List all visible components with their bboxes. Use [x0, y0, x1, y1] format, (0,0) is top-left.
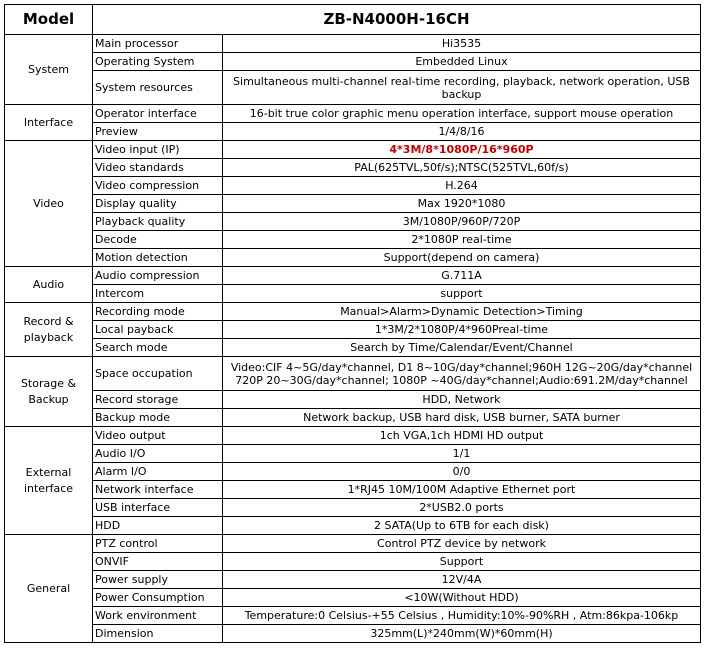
value-cell: 2 SATA(Up to 6TB for each disk): [223, 517, 701, 535]
feature-cell: Power supply: [93, 571, 223, 589]
category-cell: System: [5, 35, 93, 105]
category-cell: Video: [5, 141, 93, 267]
feature-cell: Video compression: [93, 177, 223, 195]
table-row: [5, 409, 701, 427]
table-row: [5, 339, 701, 357]
table-row: [5, 53, 701, 71]
feature-cell: Operator interface: [93, 105, 223, 123]
value-cell: 2*1080P real-time: [223, 231, 701, 249]
table-row: [5, 321, 701, 339]
category-cell: Interface: [5, 105, 93, 141]
value-cell: 1*3M/2*1080P/4*960Preal-time: [223, 321, 701, 339]
feature-cell: Video standards: [93, 159, 223, 177]
table-row: [5, 427, 701, 445]
feature-cell: Recording mode: [93, 303, 223, 321]
value-cell: 1/4/8/16: [223, 123, 701, 141]
value-cell: HDD, Network: [223, 391, 701, 409]
table-row: [5, 285, 701, 303]
table-row: [5, 267, 701, 285]
table-row: [5, 463, 701, 481]
table-row: [5, 123, 701, 141]
category-cell: Audio: [5, 267, 93, 303]
feature-cell: Audio compression: [93, 267, 223, 285]
value-cell: 325mm(L)*240mm(W)*60mm(H): [223, 625, 701, 643]
value-cell: Network backup, USB hard disk, USB burner, SATA burner: [223, 409, 701, 427]
category-cell: External interface: [5, 427, 93, 535]
table-row: [5, 71, 701, 105]
model-value: ZB-N4000H-16CH: [93, 5, 701, 35]
model-label: Model: [5, 5, 93, 35]
value-cell: 16-bit true color graphic menu operation interface, support mouse operation: [223, 105, 701, 123]
table-row: [5, 517, 701, 535]
feature-cell: Power Consumption: [93, 589, 223, 607]
value-cell: 3M/1080P/960P/720P: [223, 213, 701, 231]
feature-cell: Video input (IP): [93, 141, 223, 159]
category-cell: Record & playback: [5, 303, 93, 357]
feature-cell: Video output: [93, 427, 223, 445]
table-row: [5, 481, 701, 499]
table-row: [5, 357, 701, 391]
value-cell: Simultaneous multi-channel real-time recording, playback, network operation, USB backup: [223, 71, 701, 105]
table-row: [5, 303, 701, 321]
feature-cell: Work environment: [93, 607, 223, 625]
value-cell: 2*USB2.0 ports: [223, 499, 701, 517]
feature-cell: Backup mode: [93, 409, 223, 427]
value-cell: Video:CIF 4~5G/day*channel, D1 8~10G/day*channel;960H 12G~20G/day*channel 720P 20~30G/day*channel; 1080P ~40G/day*channel;Audio:691.2M/day*channel: [223, 357, 701, 391]
table-row: [5, 535, 701, 553]
value-cell: 1ch VGA,1ch HDMI HD output: [223, 427, 701, 445]
value-cell: Control PTZ device by network: [223, 535, 701, 553]
value-cell: Search by Time/Calendar/Event/Channel: [223, 339, 701, 357]
table-row: [5, 159, 701, 177]
feature-cell: Network interface: [93, 481, 223, 499]
feature-cell: Alarm I/O: [93, 463, 223, 481]
table-row: [5, 607, 701, 625]
feature-cell: Space occupation: [93, 357, 223, 391]
feature-cell: ONVIF: [93, 553, 223, 571]
value-cell: support: [223, 285, 701, 303]
table-row: [5, 177, 701, 195]
header-row: [5, 5, 701, 35]
feature-cell: USB interface: [93, 499, 223, 517]
feature-cell: Main processor: [93, 35, 223, 53]
value-cell: H.264: [223, 177, 701, 195]
feature-cell: Decode: [93, 231, 223, 249]
feature-cell: Intercom: [93, 285, 223, 303]
feature-cell: Audio I/O: [93, 445, 223, 463]
value-cell: G.711A: [223, 267, 701, 285]
table-row: [5, 249, 701, 267]
feature-cell: PTZ control: [93, 535, 223, 553]
value-cell: 12V/4A: [223, 571, 701, 589]
table-row: [5, 231, 701, 249]
spec-body: [5, 35, 701, 643]
feature-cell: Record storage: [93, 391, 223, 409]
value-cell: 4*3M/8*1080P/16*960P: [223, 141, 701, 159]
value-cell: Support(depend on camera): [223, 249, 701, 267]
value-cell: 1*RJ45 10M/100M Adaptive Ethernet port: [223, 481, 701, 499]
feature-cell: Preview: [93, 123, 223, 141]
table-row: [5, 391, 701, 409]
table-row: [5, 625, 701, 643]
table-row: [5, 499, 701, 517]
category-cell: General: [5, 535, 93, 643]
table-row: [5, 105, 701, 123]
feature-cell: Motion detection: [93, 249, 223, 267]
feature-cell: System resources: [93, 71, 223, 105]
spec-table: [4, 4, 701, 643]
value-cell: 0/0: [223, 463, 701, 481]
value-cell: Support: [223, 553, 701, 571]
feature-cell: Operating System: [93, 53, 223, 71]
table-row: [5, 213, 701, 231]
feature-cell: Display quality: [93, 195, 223, 213]
value-cell: PAL(625TVL,50f/s);NTSC(525TVL,60f/s): [223, 159, 701, 177]
table-row: [5, 571, 701, 589]
value-cell: Manual>Alarm>Dynamic Detection>Timing: [223, 303, 701, 321]
value-cell: Hi3535: [223, 35, 701, 53]
value-cell: 1/1: [223, 445, 701, 463]
feature-cell: HDD: [93, 517, 223, 535]
feature-cell: Search mode: [93, 339, 223, 357]
feature-cell: Local payback: [93, 321, 223, 339]
table-row: [5, 35, 701, 53]
value-cell: Max 1920*1080: [223, 195, 701, 213]
category-cell: Storage & Backup: [5, 357, 93, 427]
table-row: [5, 589, 701, 607]
value-cell: Embedded Linux: [223, 53, 701, 71]
feature-cell: Playback quality: [93, 213, 223, 231]
table-row: [5, 141, 701, 159]
table-row: [5, 445, 701, 463]
table-row: [5, 553, 701, 571]
value-cell: <10W(Without HDD): [223, 589, 701, 607]
feature-cell: Dimension: [93, 625, 223, 643]
table-row: [5, 195, 701, 213]
value-cell: Temperature:0 Celsius-+55 Celsius , Humidity:10%-90%RH , Atm:86kpa-106kp: [223, 607, 701, 625]
